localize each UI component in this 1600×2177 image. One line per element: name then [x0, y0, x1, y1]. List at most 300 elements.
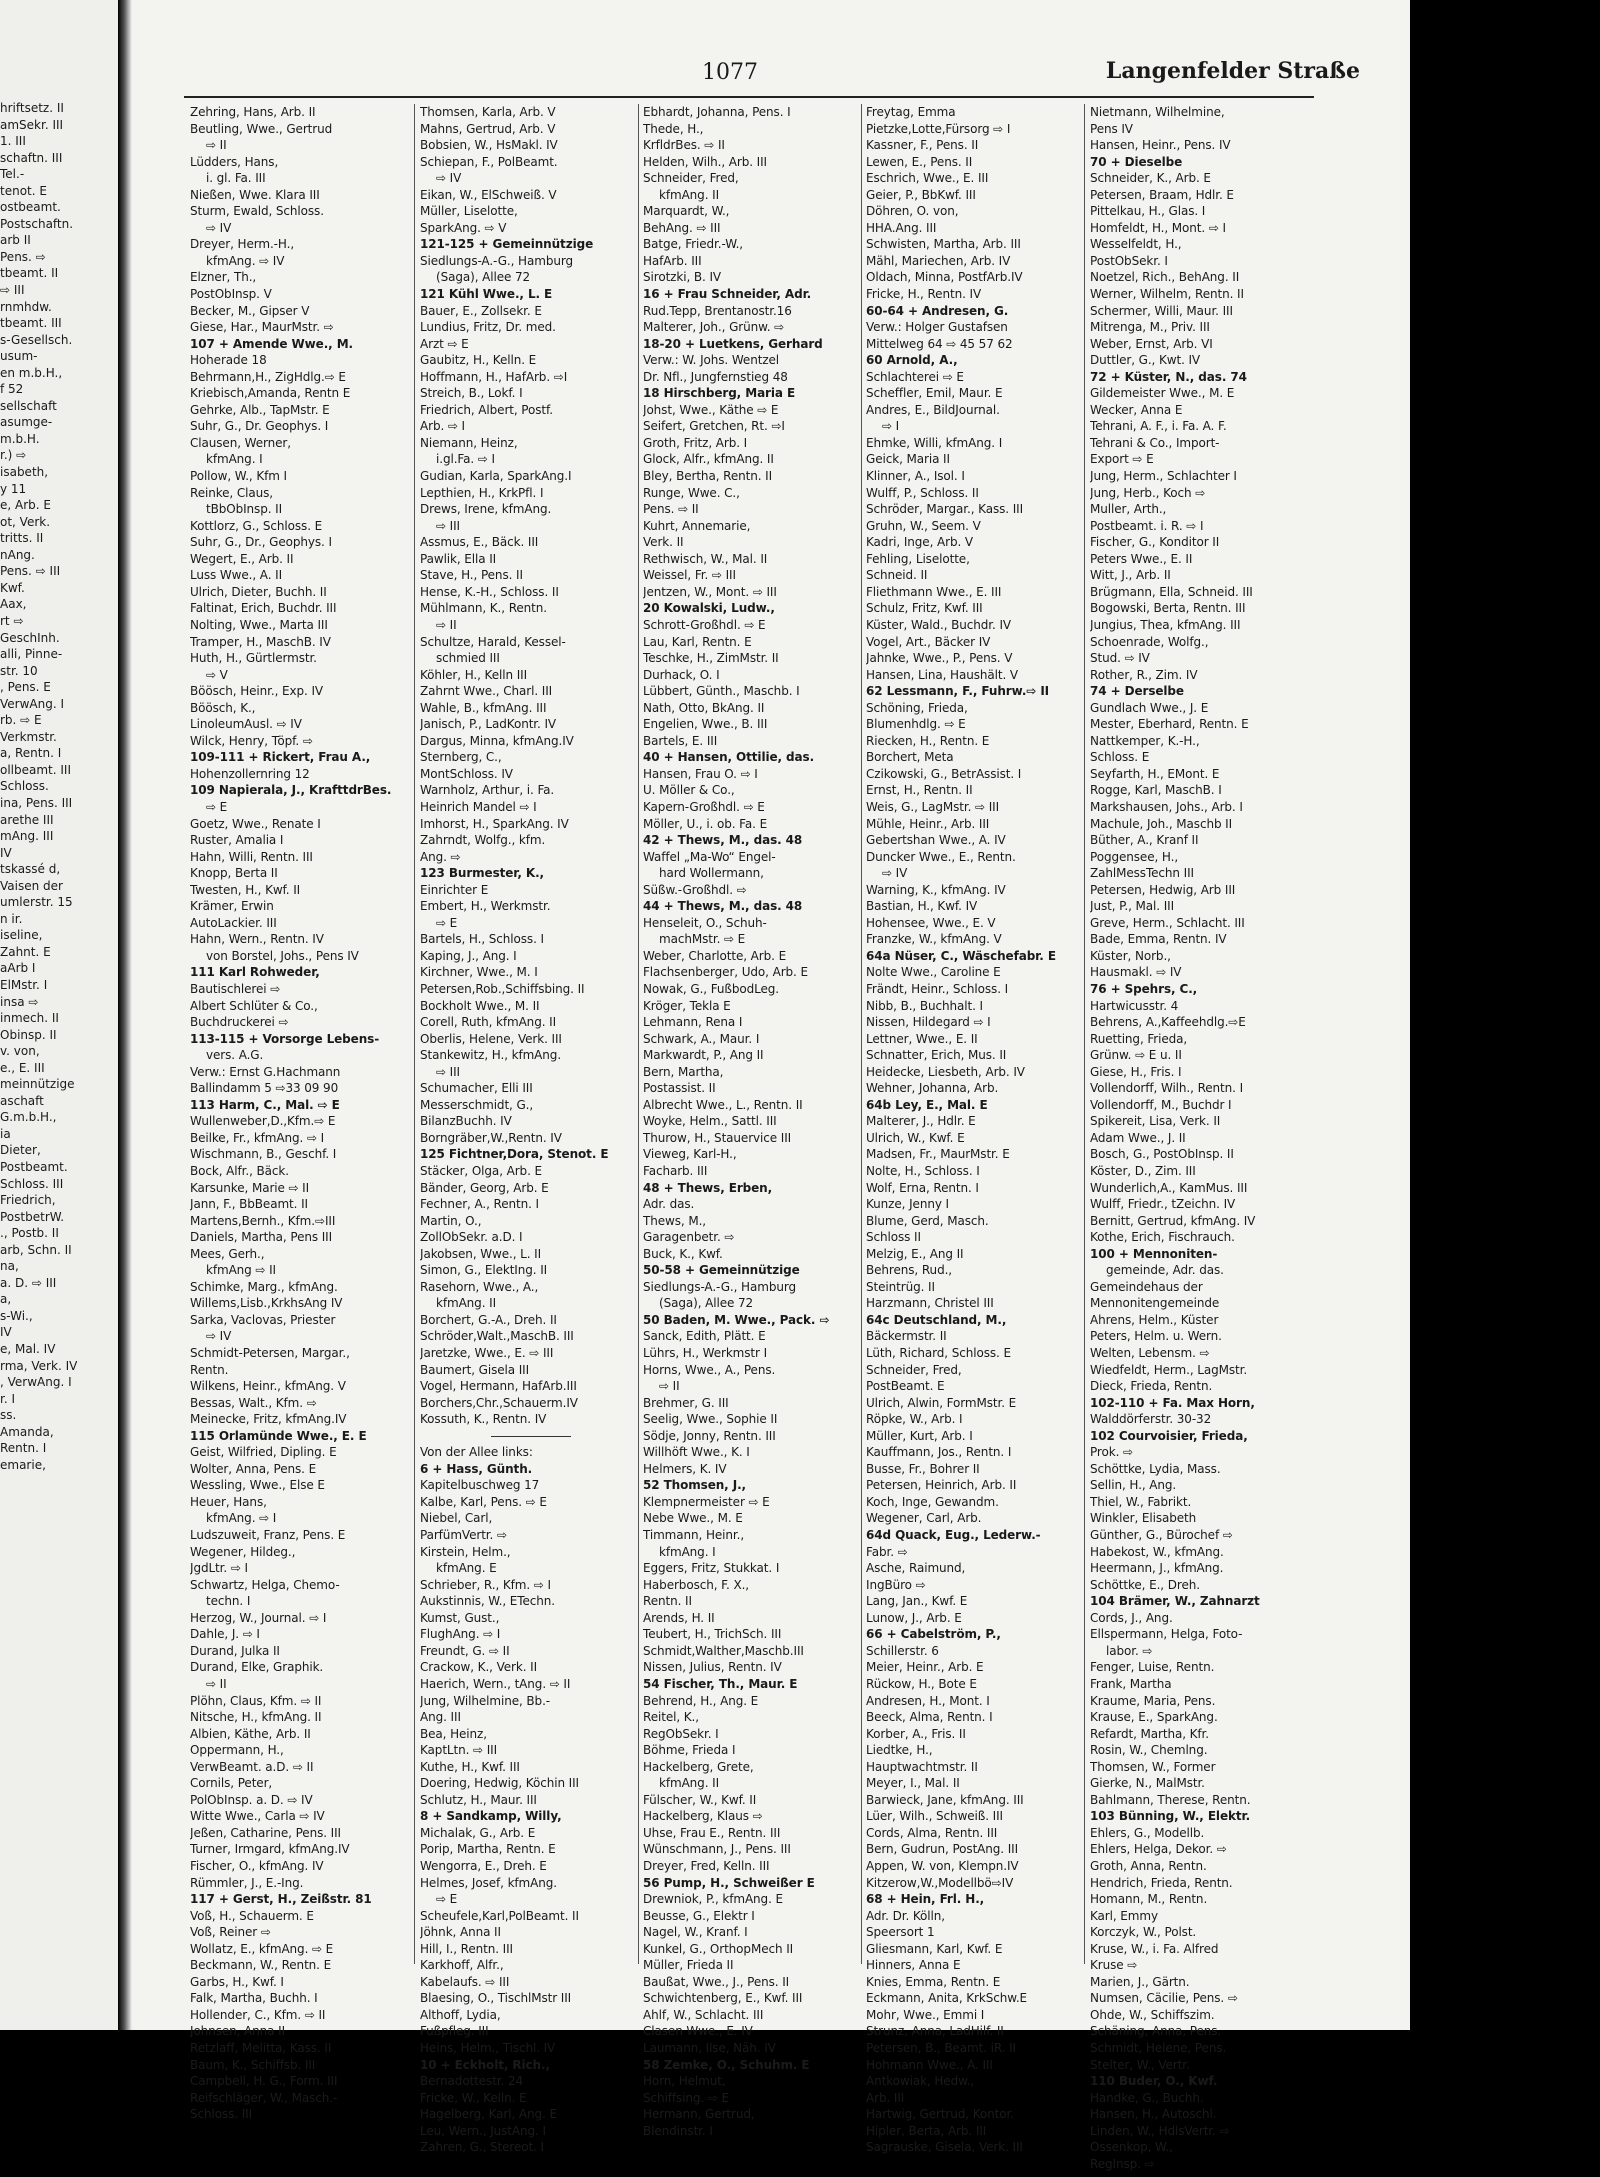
left-page-fragment — [0, 0, 118, 2030]
left-page-line: Postschaftn. — [0, 216, 74, 231]
resident-entry: Drewniok, P., kfmAng. E — [643, 1892, 783, 1907]
resident-entry: Groth, Anna, Rentn. — [1090, 1858, 1207, 1873]
resident-entry: Köster, D., Zim. III — [1090, 1164, 1196, 1178]
resident-entry: Mittelweg 64 ⇨ 45 57 62 — [866, 336, 1013, 351]
resident-entry: RegObSekr. I — [643, 1726, 719, 1741]
left-page-line: arb, Schn. II — [0, 1242, 72, 1257]
resident-entry: Simon, G., ElektIng. II — [420, 1263, 548, 1278]
resident-entry: Hahn, Wern., Rentn. IV — [190, 932, 324, 947]
resident-entry: Kriebisch,Amanda, Rentn E — [190, 386, 351, 401]
entry-continuation: ⇨ IV — [436, 171, 462, 186]
resident-entry: Batge, Friedr.-W., — [643, 237, 744, 252]
column-divider — [638, 104, 639, 1964]
resident-entry: Clasen Wwe., E. IV — [643, 2024, 753, 2039]
house-number-entry: 102-110 + Fa. Max Horn, — [1090, 1395, 1255, 1410]
resident-entry: Lunow, J., Arb. E — [866, 1610, 962, 1625]
resident-entry: Hansen, Heinr., Pens. IV — [1090, 138, 1231, 153]
resident-entry: Meyer, I., Mal. II — [866, 1776, 960, 1791]
resident-entry: Madsen, Fr., MaurMstr. E — [866, 1147, 1010, 1162]
resident-entry: Pens IV — [1090, 121, 1133, 136]
resident-entry: Weber, Ernst, Arb. VI — [1090, 336, 1213, 351]
resident-entry: Schiepan, F., PolBeamt. — [420, 154, 558, 169]
resident-entry: Witt, J., Arb. II — [1090, 568, 1171, 583]
resident-entry: Adr. das. — [643, 1197, 695, 1212]
resident-entry: Bahlmann, Therese, Rentn. — [1090, 1792, 1251, 1807]
resident-entry: Hoherade 18 — [190, 353, 267, 368]
resident-entry: Böösch, Heinr., Exp. IV — [190, 684, 323, 699]
resident-entry: Garagenbetr. ⇨ — [643, 1230, 735, 1245]
resident-entry: Giese, H., Fris. I — [1090, 1064, 1182, 1079]
resident-entry: Wegener, Hildeg., — [190, 1544, 296, 1559]
resident-entry: Hinners, Anna E — [866, 1958, 961, 1973]
resident-entry: Stankewitz, H., kfmAng. — [420, 1048, 562, 1063]
resident-entry: Muller, Arth., — [1090, 502, 1167, 517]
left-page-line: rb. ⇨ E — [0, 713, 42, 728]
resident-entry: KaptLtn. ⇨ III — [420, 1743, 498, 1758]
resident-entry: Drews, Irene, kfmAng. — [420, 502, 552, 517]
resident-entry: Kruse ⇨ — [1090, 1958, 1138, 1973]
resident-entry: Borchert, G.-A., Dreh. II — [420, 1312, 557, 1327]
resident-entry: Tehrani, A. F., i. Fa. A. F. — [1090, 419, 1227, 434]
resident-entry: Küster, Norb., — [1090, 948, 1171, 963]
resident-entry: Blume, Gerd, Masch. — [866, 1213, 989, 1228]
resident-entry: Müller, Frieda II — [643, 1958, 734, 1973]
entry-continuation: kfmAng. ⇨ I — [206, 1511, 277, 1526]
resident-entry: Imhorst, H., SparkAng. IV — [420, 816, 569, 831]
entry-continuation: kfmAng. II — [659, 187, 720, 202]
column-1 — [190, 104, 412, 2123]
resident-entry: Fischer, O., kfmAng. IV — [190, 1858, 324, 1873]
resident-entry: Riecken, H., Rentn. E — [866, 733, 990, 748]
left-page-line: hriftsetz. II — [0, 101, 64, 115]
resident-entry: Huth, H., Gürtlermstr. — [190, 651, 317, 666]
resident-entry: Hausmakl. ⇨ IV — [1090, 965, 1182, 980]
resident-entry: Baumert, Gisela III — [420, 1362, 530, 1377]
resident-entry: Borngräber,W.,Rentn. IV — [420, 1130, 562, 1145]
resident-entry: Bastian, H., Kwf. IV — [866, 899, 978, 914]
house-number-entry: 56 Pump, H., Schweißer E — [643, 1875, 815, 1890]
resident-entry: Prok. ⇨ — [1090, 1445, 1133, 1460]
resident-entry: Leu, Wern., JustAng. I — [420, 2123, 546, 2138]
house-number-entry: 54 Fischer, Th., Maur. E — [643, 1676, 798, 1691]
left-page-line: en m.b.H., — [0, 365, 63, 380]
resident-entry: Schoenrade, Wolfg., — [1090, 634, 1209, 649]
resident-entry: Wulff, P., Schloss. II — [866, 485, 979, 500]
resident-entry: Kumst, Gust., — [420, 1610, 500, 1625]
left-page-line: aschaft — [0, 1093, 44, 1108]
resident-entry: Heuer, Hans, — [190, 1494, 267, 1509]
resident-entry: Arends, H. II — [643, 1610, 715, 1625]
resident-entry: Zahrndt, Wolfg., kfm. — [420, 833, 546, 848]
left-page-line: ot, Verk. — [0, 514, 51, 529]
entry-continuation: kfmAng. I — [206, 452, 263, 467]
resident-entry: Freytag, Emma — [866, 105, 956, 119]
resident-entry: Lüth, Richard, Schloss. E — [866, 1346, 1011, 1361]
resident-entry: Kraume, Maria, Pens. — [1090, 1693, 1216, 1708]
house-number-entry: 60-64 + Andresen, G. — [866, 303, 1009, 318]
resident-entry: Voß, H., Schauerm. E — [190, 1908, 314, 1923]
house-number-entry: 10 + Eckholt, Rich., — [420, 2057, 550, 2072]
resident-entry: Gundlach Wwe., J. E — [1090, 700, 1209, 715]
resident-entry: Cords, Alma, Rentn. III — [866, 1825, 998, 1840]
house-number-entry: 60 Arnold, A., — [866, 353, 958, 368]
resident-entry: PostBeamt. E — [866, 1379, 945, 1394]
resident-entry: Klempnermeister ⇨ E — [643, 1494, 770, 1509]
entry-continuation: i. gl. Fa. III — [206, 171, 266, 186]
resident-entry: Rud.Tepp, Brentanostr.16 — [643, 303, 792, 318]
resident-entry: Södje, Jonny, Rentn. III — [643, 1428, 776, 1443]
resident-entry: Blumenhdlg. ⇨ E — [866, 717, 966, 732]
resident-entry: Schnatter, Erich, Mus. II — [866, 1048, 1007, 1063]
resident-entry: Fenger, Luise, Rentn. — [1090, 1660, 1215, 1675]
resident-entry: Buck, K., Kwf. — [643, 1246, 723, 1261]
resident-entry: Schloss. III — [190, 2107, 253, 2122]
resident-entry: Ehmke, Willi, kfmAng. I — [866, 435, 1003, 450]
resident-entry: Michalak, G., Arb. E — [420, 1825, 536, 1840]
house-number-entry: 121-125 + Gemeinnützige — [420, 237, 594, 252]
resident-entry: Geier, P., BbKwf. III — [866, 187, 976, 202]
resident-entry: Weissel, Fr. ⇨ III — [643, 568, 736, 583]
house-number-entry: 42 + Thews, M., das. 48 — [643, 833, 803, 848]
house-number-entry: 48 + Thews, Erben, — [643, 1180, 773, 1195]
resident-entry: Borchert, Meta — [866, 750, 954, 765]
left-page-line: a, — [0, 1292, 12, 1307]
resident-entry: Refardt, Martha, Kfr. — [1090, 1726, 1210, 1741]
resident-entry: Stud. ⇨ IV — [1090, 651, 1150, 666]
resident-entry: Mester, Eberhard, Rentn. E — [1090, 717, 1249, 732]
resident-entry: Greve, Herm., Schlacht. III — [1090, 915, 1245, 930]
entry-continuation: von Borstel, Johs., Pens IV — [206, 948, 359, 963]
resident-entry: Heins, Helm., Tischl. IV — [420, 2040, 556, 2055]
entry-continuation: (Saga), Allee 72 — [436, 270, 531, 285]
resident-entry: Ulrich, Dieter, Buchh. II — [190, 584, 327, 599]
entry-continuation: machMstr. ⇨ E — [659, 932, 746, 947]
resident-entry: Giese, Har., MaurMstr. ⇨ — [190, 320, 334, 335]
resident-entry: Jung, Herm., Schlachter I — [1090, 469, 1237, 484]
resident-entry: Rother, R., Zim. IV — [1090, 667, 1198, 682]
resident-entry: U. Möller & Co., — [643, 783, 735, 798]
left-page-line: tritts. II — [0, 531, 44, 546]
house-number-entry: 16 + Frau Schneider, Adr. — [643, 287, 812, 302]
resident-entry: Turner, Irmgard, kfmAng.IV — [190, 1842, 350, 1857]
resident-entry: Thede, H., — [643, 121, 704, 136]
left-page-line: Schloss. — [0, 779, 49, 794]
resident-entry: Wischmann, B., Geschf. I — [190, 1147, 337, 1162]
resident-entry: Andresen, H., Mont. I — [866, 1693, 990, 1708]
resident-entry: Rethwisch, W., Mal. II — [643, 551, 768, 566]
resident-entry: Kauffmann, Jos., Rentn. I — [866, 1445, 1012, 1460]
left-page-line: tskassé d, — [0, 862, 61, 877]
entry-continuation: ⇨ E — [436, 915, 458, 930]
resident-entry: SparkAng. ⇨ V — [420, 220, 507, 235]
resident-entry: Willhöft Wwe., K. I — [643, 1445, 750, 1460]
resident-entry: Poggensee, H., — [1090, 849, 1179, 864]
resident-entry: Korczyk, W., Polst. — [1090, 1925, 1197, 1940]
resident-entry: Wegener, Carl, Arb. — [866, 1511, 982, 1526]
resident-entry: Behrmann,H., ZigHdlg.⇨ E — [190, 369, 346, 384]
resident-entry: Böhme, Frieda I — [643, 1743, 736, 1758]
house-number-entry: 111 Karl Rohweder, — [190, 965, 320, 980]
resident-entry: Kalbe, Karl, Pens. ⇨ E — [420, 1494, 547, 1509]
resident-entry: Suhr, G., Dr. Geophys. I — [190, 419, 329, 434]
resident-entry: Hoffmann, H., HafArb. ⇨I — [420, 369, 568, 384]
resident-entry: Blaesing, O., TischlMstr III — [420, 1991, 572, 2006]
left-page-line: Verkmstr. — [0, 729, 57, 744]
resident-entry: Scheffler, Emil, Maur. E — [866, 386, 1003, 401]
house-number-entry: 50 Baden, M. Wwe., Pack. ⇨ — [643, 1312, 830, 1327]
resident-entry: Rosin, W., Chemlng. — [1090, 1743, 1208, 1758]
resident-entry: Sirotzki, B. IV — [643, 270, 721, 285]
resident-entry: Schneider, K., Arb. E — [1090, 171, 1211, 186]
resident-entry: Bartels, H., Schloss. I — [420, 932, 544, 947]
left-page-line: Schloss. III — [0, 1176, 64, 1191]
resident-entry: Wengorra, E., Dreh. E — [420, 1858, 547, 1873]
house-number-entry: 52 Thomsen, J., — [643, 1478, 746, 1493]
resident-entry: Steintrüg. II — [866, 1279, 935, 1294]
resident-entry: Schloss II — [866, 1230, 921, 1245]
resident-entry: Brehmer, G. III — [643, 1395, 729, 1410]
left-page-line: iseline, — [0, 928, 43, 943]
resident-entry: Johst, Wwe., Käthe ⇨ E — [643, 402, 779, 417]
resident-entry: Sagrauske, Gisela, Verk. III — [866, 2140, 1023, 2155]
resident-entry: Gehrke, Alb., TapMstr. E — [190, 402, 330, 417]
resident-entry: Brügmann, Ella, Schneid. III — [1090, 584, 1253, 599]
resident-entry: Köhler, H., Kelln III — [420, 667, 528, 682]
resident-entry: Franzke, W., kfmAng. V — [866, 932, 1002, 947]
resident-entry: KrfldrBes. ⇨ II — [643, 138, 725, 153]
resident-entry: Eckmann, Anita, KrkSchw.E — [866, 1991, 1028, 2006]
resident-entry: Horns, Wwe., A., Pens. — [643, 1362, 776, 1377]
resident-entry: Oberlis, Helene, Verk. III — [420, 1031, 562, 1046]
resident-entry: Eikan, W., ElSchweiß. V — [420, 187, 557, 202]
resident-entry: Gudian, Karla, SparkAng.I — [420, 469, 572, 484]
resident-entry: Suhr, G., Dr., Geophys. I — [190, 535, 332, 550]
resident-entry: Fußpfleg. III — [420, 2024, 489, 2039]
left-page-line: meinnützige — [0, 1077, 75, 1092]
resident-entry: Stelter, W., Vertr. — [1090, 2057, 1190, 2072]
resident-entry: Woyke, Helm., Sattl. III — [643, 1114, 777, 1129]
left-page-line: a. D. ⇨ III — [0, 1275, 57, 1290]
resident-entry: Cornils, Peter, — [190, 1776, 273, 1791]
resident-entry: Baum, K., Schiffsb. III — [190, 2057, 316, 2072]
resident-entry: Geick, Maria II — [866, 452, 950, 467]
resident-entry: Wilck, Henry, Töpf. ⇨ — [190, 733, 313, 748]
resident-entry: Teschke, H., ZimMstr. II — [643, 651, 779, 666]
resident-entry: Petersen, B., Beamt. iR. II — [866, 2040, 1017, 2055]
resident-entry: Schröder,Walt.,MaschB. III — [420, 1329, 574, 1344]
resident-entry: Fechner, A., Rentn. I — [420, 1197, 539, 1212]
resident-entry: Süßw.-Großhdl. ⇨ — [643, 882, 747, 897]
resident-entry: Helmes, Josef, kfmAng. — [420, 1875, 557, 1890]
resident-entry: Durand, Julka II — [190, 1643, 280, 1658]
resident-entry: Bäckermstr. II — [866, 1329, 947, 1344]
resident-entry: Kabelaufs. ⇨ III — [420, 1974, 510, 1989]
resident-entry: Wessling, Wwe., Else E — [190, 1478, 325, 1493]
left-page-line: mAng. III — [0, 829, 54, 844]
resident-entry: Warnholz, Arthur, i. Fa. — [420, 783, 555, 798]
resident-entry: PolObInsp. a. D. ⇨ IV — [190, 1792, 313, 1807]
resident-entry: Schermer, Willi, Maur. III — [1090, 303, 1233, 318]
resident-entry: Vieweg, Karl-H., — [643, 1147, 737, 1162]
resident-entry: Tramper, H., MaschB. IV — [190, 634, 331, 649]
resident-entry: Schneider, Fred, — [866, 1362, 962, 1377]
resident-entry: Voß, Reiner ⇨ — [190, 1925, 271, 1940]
left-page-line: e., E. III — [0, 1060, 45, 1075]
resident-entry: Siedlungs-A.-G., Hamburg — [420, 253, 573, 268]
resident-entry: Durand, Elke, Graphik. — [190, 1660, 324, 1675]
left-page-line: VerwAng. I — [0, 696, 65, 711]
entry-continuation: kfmAng. E — [436, 1561, 497, 1576]
resident-entry: Haerich, Wern., tAng. ⇨ II — [420, 1676, 571, 1691]
resident-entry: Nissen, Hildegard ⇨ I — [866, 1015, 991, 1030]
resident-entry: Bade, Emma, Rentn. IV — [1090, 932, 1227, 947]
resident-entry: Janisch, P., LadKontr. IV — [420, 717, 557, 732]
resident-entry: Karl, Emmy — [1090, 1908, 1158, 1923]
resident-entry: Flachsenberger, Udo, Arb. E — [643, 965, 808, 980]
resident-entry: Döhren, O. von, — [866, 204, 959, 219]
entry-continuation: ⇨ III — [436, 518, 460, 533]
resident-entry: Pollow, W., Kfm I — [190, 469, 287, 484]
resident-entry: Ulrich, Alwin, FormMstr. E — [866, 1395, 1017, 1410]
resident-entry: Reinke, Claus, — [190, 485, 273, 500]
entry-continuation: ⇨ V — [206, 667, 228, 682]
resident-entry: Krause, E., SparkAng. — [1090, 1710, 1218, 1725]
resident-entry: Vogel, Art., Bäcker IV — [866, 634, 991, 649]
resident-entry: Bernitt, Gertrud, kfmAng. IV — [1090, 1213, 1256, 1228]
resident-entry: Lewen, E., Pens. II — [866, 154, 973, 169]
resident-entry: Reitel, K., — [643, 1710, 699, 1725]
resident-entry: Schillerstr. 6 — [866, 1643, 939, 1658]
left-page-line: ollbeamt. III — [0, 762, 72, 777]
house-number-entry: 113-115 + Vorsorge Lebens- — [190, 1031, 380, 1046]
resident-entry: Böösch, K., — [190, 700, 256, 715]
resident-entry: Schlachterei ⇨ E — [866, 369, 964, 384]
left-page-line: insa ⇨ — [0, 994, 39, 1009]
entry-continuation: ⇨ E — [436, 1892, 458, 1907]
resident-entry: Behrens, Rud., — [866, 1263, 953, 1278]
resident-entry: Heinrich Mandel ⇨ I — [420, 799, 537, 814]
resident-entry: Bern, Martha, — [643, 1064, 724, 1079]
left-page-line: ia — [0, 1126, 11, 1141]
resident-entry: Arb. ⇨ I — [420, 419, 465, 434]
resident-entry: Wahle, B., kfmAng. III — [420, 700, 547, 715]
left-page-line: Friedrich, — [0, 1193, 56, 1208]
resident-entry: Porip, Martha, Rentn. E — [420, 1842, 556, 1857]
resident-entry: Warning, K., kfmAng. IV — [866, 882, 1006, 897]
resident-entry: Schrieber, R., Kfm. ⇨ I — [420, 1577, 551, 1592]
left-page-line: ostbeamt. — [0, 200, 61, 215]
resident-entry: Kruse, W., i. Fa. Alfred — [1090, 1941, 1219, 1956]
resident-entry: Bauer, E., Zollsekr. E — [420, 303, 542, 318]
resident-entry: Wulff, Friedr., tZeichn. IV — [1090, 1197, 1236, 1212]
resident-entry: Wesselfeldt, H., — [1090, 237, 1182, 252]
page-number: 1077 — [702, 60, 758, 85]
resident-entry: Wegert, E., Arb. II — [190, 551, 294, 566]
column-3 — [643, 104, 865, 2139]
resident-entry: Hagelberg, Karl, Ang. E — [420, 2107, 557, 2122]
resident-entry: Wollatz, E., kfmAng. ⇨ E — [190, 1941, 334, 1956]
resident-entry: Postbeamt. i. R. ⇨ I — [1090, 518, 1204, 533]
resident-entry: Albert Schlüter & Co., — [190, 998, 318, 1013]
entry-continuation: ⇨ II — [436, 617, 457, 632]
resident-entry: Jöhnk, Anna II — [420, 1925, 501, 1940]
resident-entry: Ruster, Amalia I — [190, 833, 284, 848]
resident-entry: Schumacher, Elli III — [420, 1081, 533, 1096]
left-page-line: , VerwAng. I — [0, 1375, 72, 1390]
resident-entry: Ulrich, W., Kwf. E — [866, 1130, 965, 1145]
resident-entry: Liedtke, H., — [866, 1743, 933, 1758]
resident-entry: Weis, G., LagMstr. ⇨ III — [866, 799, 1000, 814]
resident-entry: Koch, Inge, Gewandm. — [866, 1494, 999, 1509]
house-number-entry: 107 + Amende Wwe., M. — [190, 336, 353, 351]
house-number-entry: 40 + Hansen, Ottilie, das. — [643, 750, 815, 765]
resident-entry: Gliesmann, Karl, Kwf. E — [866, 1941, 1003, 1956]
resident-entry: HafArb. III — [643, 253, 702, 268]
resident-entry: Plöhn, Claus, Kfm. ⇨ II — [190, 1693, 322, 1708]
resident-entry: Petersen, Braam, Hdlr. E — [1090, 187, 1234, 202]
resident-entry: Siedlungs-A.-G., Hamburg — [643, 1279, 796, 1294]
resident-entry: Dreyer, Fred, Kelln. III — [643, 1858, 770, 1873]
resident-entry: Karkhoff, Alfr., — [420, 1958, 504, 1973]
resident-entry: Behrend, H., Ang. E — [643, 1693, 759, 1708]
resident-entry: Thomsen, Karla, Arb. V — [420, 105, 556, 119]
resident-entry: Bley, Bertha, Rentn. II — [643, 469, 773, 484]
resident-entry: Ohde, W., Schiffszim. — [1090, 2007, 1215, 2022]
entry-continuation: labor. ⇨ — [1106, 1643, 1153, 1658]
resident-entry: Hohmann Wwe., A. III — [866, 2057, 993, 2072]
resident-entry: Mohr, Wwe., Emmi I — [866, 2007, 985, 2022]
house-number-entry: 125 Fichtner,Dora, Stenot. E — [420, 1147, 609, 1162]
resident-entry: Homann, M., Rentn. — [1090, 1892, 1208, 1907]
resident-entry: Lübbert, Günth., Maschb. I — [643, 684, 800, 699]
left-page-line: Dieter, — [0, 1143, 41, 1158]
entry-continuation: (Saga), Allee 72 — [659, 1296, 754, 1311]
resident-entry: Peters Wwe., E. II — [1090, 551, 1193, 566]
resident-entry: LinoleumAusl. ⇨ IV — [190, 717, 302, 732]
resident-entry: Herzog, W., Journal. ⇨ I — [190, 1610, 327, 1625]
left-page-line: tenot. E — [0, 183, 47, 198]
resident-entry: Twesten, H., Kwf. II — [190, 882, 301, 897]
left-page-column — [0, 100, 118, 1473]
resident-entry: Wehner, Johanna, Arb. — [866, 1081, 999, 1096]
resident-entry: Lüer, Wilh., Schweiß. III — [866, 1809, 1004, 1824]
resident-entry: Lührs, H., Werkmstr I — [643, 1346, 768, 1361]
house-number-entry: 8 + Sandkamp, Willy, — [420, 1809, 562, 1824]
left-page-line: y 11 — [0, 481, 27, 496]
resident-entry: Czikowski, G., BetrAssist. I — [866, 766, 1022, 781]
resident-entry: Möller, U., i. ob. Fa. E — [643, 816, 768, 831]
resident-entry: Hipler, Berta, Arb. III — [866, 2123, 987, 2138]
resident-entry: Spikereit, Lisa, Verk. II — [1090, 1114, 1221, 1129]
resident-entry: Fricke, W., Kelln. E — [420, 2090, 527, 2105]
resident-entry: Klinner, A., Isol. I — [866, 469, 965, 484]
resident-entry: Lettner, Wwe., E. II — [866, 1031, 978, 1046]
left-page-line: usum- — [0, 349, 38, 364]
resident-entry: Runge, Wwe. C., — [643, 485, 740, 500]
resident-entry: Hartwig, Gertrud, Kontor. — [866, 2107, 1014, 2122]
resident-entry: Adam Wwe., J. II — [1090, 1130, 1186, 1145]
house-number-entry: 64d Quack, Eug., Lederw.- — [866, 1528, 1041, 1543]
left-page-line: na, — [0, 1259, 19, 1274]
resident-entry: Borchers,Chr.,Schauerm.IV — [420, 1395, 578, 1410]
resident-entry: Markshausen, Johs., Arb. I — [1090, 799, 1243, 814]
resident-entry: Hendrich, Frieda, Rentn. — [1090, 1875, 1233, 1890]
house-number-entry: 64b Ley, E., Mal. E — [866, 1097, 988, 1112]
resident-entry: Schwisten, Martha, Arb. III — [866, 237, 1021, 252]
left-page-line: inmech. II — [0, 1011, 59, 1026]
resident-entry: ZollObSekr. a.D. I — [420, 1230, 523, 1245]
resident-entry: Kirchner, Wwe., M. I — [420, 965, 538, 980]
